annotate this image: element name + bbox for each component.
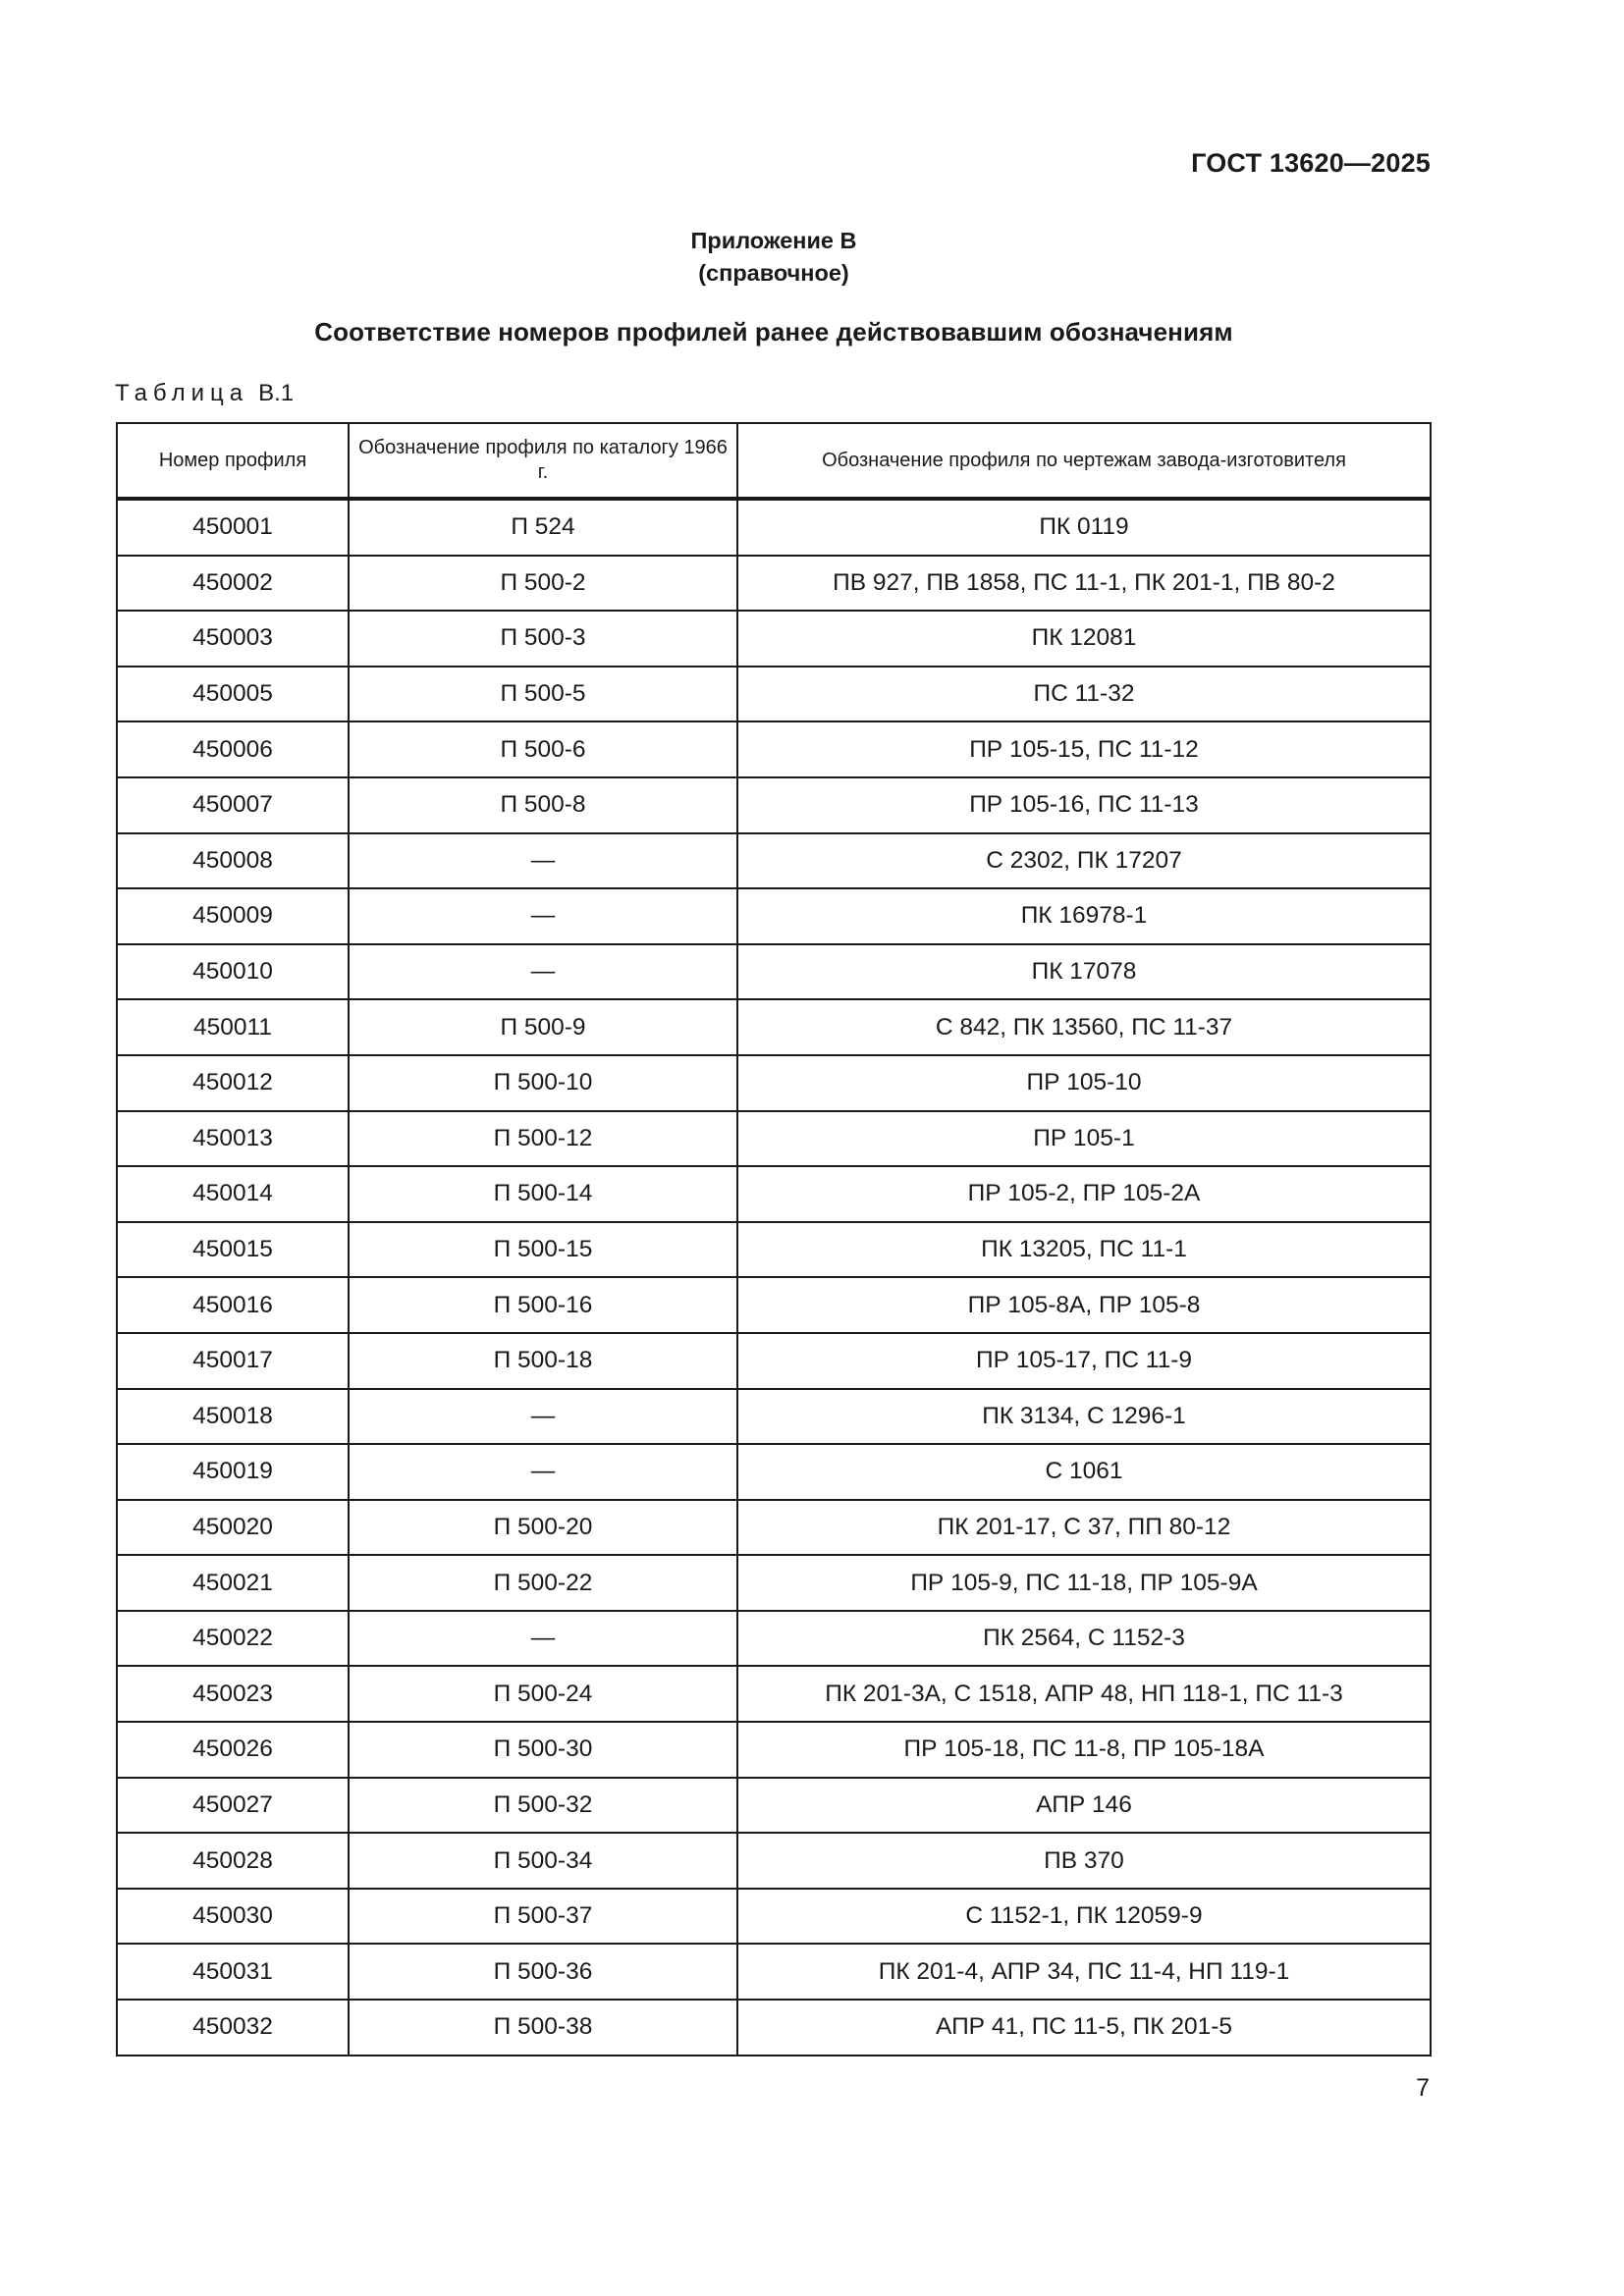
cell-catalog-designation: — <box>349 1611 737 1667</box>
cell-catalog-designation: — <box>349 1444 737 1500</box>
table-row <box>117 1444 1431 1500</box>
cell-catalog-designation: П 500-24 <box>349 1666 737 1722</box>
cell-manufacturer-designation: ПК 2564, С 1152-3 <box>737 1611 1431 1667</box>
cell-profile-number: 450020 <box>117 1500 349 1556</box>
table-caption-word: Таблица <box>115 380 249 406</box>
cell-manufacturer-designation: ПК 13205, ПС 11-1 <box>737 1222 1431 1278</box>
cell-profile-number: 450019 <box>117 1444 349 1500</box>
cell-profile-number: 450016 <box>117 1277 349 1333</box>
cell-profile-number: 450008 <box>117 833 349 889</box>
cell-manufacturer-designation: С 2302, ПК 17207 <box>737 833 1431 889</box>
table-row <box>117 1111 1431 1167</box>
cell-profile-number: 450017 <box>117 1333 349 1389</box>
table-row <box>117 556 1431 612</box>
table-row <box>117 1277 1431 1333</box>
table-row <box>117 1555 1431 1611</box>
table-row <box>117 721 1431 777</box>
cell-manufacturer-designation: ПР 105-18, ПС 11-8, ПР 105-18А <box>737 1722 1431 1778</box>
cell-profile-number: 450030 <box>117 1889 349 1945</box>
cell-manufacturer-designation: ПК 201-3А, С 1518, АПР 48, НП 118-1, ПС 11-3 <box>737 1666 1431 1722</box>
cell-catalog-designation: П 500-5 <box>349 667 737 722</box>
section-title: Соответствие номеров профилей ранее действовавшим обозначениям <box>314 317 1233 347</box>
cell-profile-number: 450007 <box>117 777 349 833</box>
table-row <box>117 1166 1431 1222</box>
cell-manufacturer-designation: ПК 16978-1 <box>737 888 1431 944</box>
table-row <box>117 1500 1431 1556</box>
column-header-manufacturer-drawings: Обозначение профиля по чертежам завода-изготовителя <box>737 423 1431 499</box>
cell-profile-number: 450013 <box>117 1111 349 1167</box>
cell-manufacturer-designation: АПР 41, ПС 11-5, ПК 201-5 <box>737 2000 1431 2056</box>
cell-catalog-designation: — <box>349 1389 737 1445</box>
cell-catalog-designation: П 500-22 <box>349 1555 737 1611</box>
cell-catalog-designation: П 524 <box>349 499 737 556</box>
appendix-heading <box>0 225 1547 290</box>
cell-profile-number: 450031 <box>117 1944 349 2000</box>
cell-catalog-designation: П 500-3 <box>349 611 737 667</box>
cell-manufacturer-designation: АПР 146 <box>737 1778 1431 1834</box>
cell-manufacturer-designation: ПР 105-16, ПС 11-13 <box>737 777 1431 833</box>
table-row <box>117 1055 1431 1111</box>
column-header-catalog-1966: Обозначение профиля по каталогу 1966 г. <box>349 423 737 499</box>
cell-catalog-designation: П 500-34 <box>349 1833 737 1889</box>
cell-profile-number: 450006 <box>117 721 349 777</box>
cell-catalog-designation: — <box>349 944 737 1000</box>
cell-manufacturer-designation: ПР 105-2, ПР 105-2А <box>737 1166 1431 1222</box>
table-row <box>117 1722 1431 1778</box>
table-row <box>117 1222 1431 1278</box>
cell-catalog-designation: П 500-37 <box>349 1889 737 1945</box>
cell-catalog-designation: — <box>349 888 737 944</box>
table-row <box>117 1611 1431 1667</box>
cell-profile-number: 450028 <box>117 1833 349 1889</box>
table-row <box>117 833 1431 889</box>
cell-manufacturer-designation: ПВ 927, ПВ 1858, ПС 11-1, ПК 201-1, ПВ 80-2 <box>737 556 1431 612</box>
cell-profile-number: 450014 <box>117 1166 349 1222</box>
cell-profile-number: 450023 <box>117 1666 349 1722</box>
cell-catalog-designation: П 500-10 <box>349 1055 737 1111</box>
cell-manufacturer-designation: ПР 105-10 <box>737 1055 1431 1111</box>
cell-profile-number: 450026 <box>117 1722 349 1778</box>
cell-manufacturer-designation: ПР 105-1 <box>737 1111 1431 1167</box>
table-row <box>117 1389 1431 1445</box>
cell-manufacturer-designation: ПК 201-4, АПР 34, ПС 11-4, НП 119-1 <box>737 1944 1431 2000</box>
cell-profile-number: 450003 <box>117 611 349 667</box>
table-row <box>117 1833 1431 1889</box>
cell-profile-number: 450015 <box>117 1222 349 1278</box>
table-row <box>117 1778 1431 1834</box>
cell-manufacturer-designation: С 1152-1, ПК 12059-9 <box>737 1889 1431 1945</box>
cell-profile-number: 450027 <box>117 1778 349 1834</box>
table-caption-number: В.1 <box>258 380 295 406</box>
cell-catalog-designation: — <box>349 833 737 889</box>
table-row <box>117 777 1431 833</box>
cell-profile-number: 450005 <box>117 667 349 722</box>
table-row <box>117 944 1431 1000</box>
cell-profile-number: 450032 <box>117 2000 349 2056</box>
cell-manufacturer-designation: ПВ 370 <box>737 1833 1431 1889</box>
cell-manufacturer-designation: ПР 105-9, ПС 11-18, ПР 105-9А <box>737 1555 1431 1611</box>
cell-manufacturer-designation: С 842, ПК 13560, ПС 11-37 <box>737 999 1431 1055</box>
cell-manufacturer-designation: ПК 12081 <box>737 611 1431 667</box>
cell-manufacturer-designation: С 1061 <box>737 1444 1431 1500</box>
cell-catalog-designation: П 500-2 <box>349 556 737 612</box>
table-row <box>117 888 1431 944</box>
cell-catalog-designation: П 500-32 <box>349 1778 737 1834</box>
cell-manufacturer-designation: ПК 0119 <box>737 499 1431 556</box>
cell-profile-number: 450012 <box>117 1055 349 1111</box>
appendix-subtitle: (справочное) <box>698 260 849 286</box>
cell-manufacturer-designation: ПР 105-17, ПС 11-9 <box>737 1333 1431 1389</box>
table-body <box>117 499 1431 2056</box>
cell-manufacturer-designation: ПК 201-17, С 37, ПП 80-12 <box>737 1500 1431 1556</box>
document-code: ГОСТ 13620—2025 <box>1191 148 1431 178</box>
appendix-title: Приложение В <box>690 228 857 253</box>
cell-profile-number: 450018 <box>117 1389 349 1445</box>
table-header-row <box>117 423 1431 499</box>
table-row <box>117 499 1431 556</box>
table-row <box>117 1666 1431 1722</box>
cell-catalog-designation: П 500-8 <box>349 777 737 833</box>
table-row <box>117 1889 1431 1945</box>
page-number: 7 <box>1416 2074 1430 2102</box>
cell-manufacturer-designation: ПС 11-32 <box>737 667 1431 722</box>
table-row <box>117 1944 1431 2000</box>
cell-manufacturer-designation: ПР 105-15, ПС 11-12 <box>737 721 1431 777</box>
cell-catalog-designation: П 500-38 <box>349 2000 737 2056</box>
cell-profile-number: 450002 <box>117 556 349 612</box>
cell-catalog-designation: П 500-6 <box>349 721 737 777</box>
cell-catalog-designation: П 500-15 <box>349 1222 737 1278</box>
cell-manufacturer-designation: ПР 105-8А, ПР 105-8 <box>737 1277 1431 1333</box>
cell-catalog-designation: П 500-36 <box>349 1944 737 2000</box>
cell-profile-number: 450010 <box>117 944 349 1000</box>
cell-profile-number: 450001 <box>117 499 349 556</box>
cell-catalog-designation: П 500-16 <box>349 1277 737 1333</box>
table-caption <box>115 380 294 407</box>
cell-profile-number: 450021 <box>117 1555 349 1611</box>
cell-catalog-designation: П 500-20 <box>349 1500 737 1556</box>
table-row <box>117 2000 1431 2056</box>
cell-catalog-designation: П 500-30 <box>349 1722 737 1778</box>
table-row <box>117 1333 1431 1389</box>
cell-profile-number: 450011 <box>117 999 349 1055</box>
cell-catalog-designation: П 500-12 <box>349 1111 737 1167</box>
cell-manufacturer-designation: ПК 17078 <box>737 944 1431 1000</box>
cell-catalog-designation: П 500-14 <box>349 1166 737 1222</box>
table-row <box>117 611 1431 667</box>
cell-catalog-designation: П 500-9 <box>349 999 737 1055</box>
cell-catalog-designation: П 500-18 <box>349 1333 737 1389</box>
cell-profile-number: 450022 <box>117 1611 349 1667</box>
table-row <box>117 999 1431 1055</box>
column-header-profile-number: Номер профиля <box>117 423 349 499</box>
cell-profile-number: 450009 <box>117 888 349 944</box>
table-row <box>117 667 1431 722</box>
cell-manufacturer-designation: ПК 3134, С 1296-1 <box>737 1389 1431 1445</box>
profiles-table <box>116 422 1432 2056</box>
